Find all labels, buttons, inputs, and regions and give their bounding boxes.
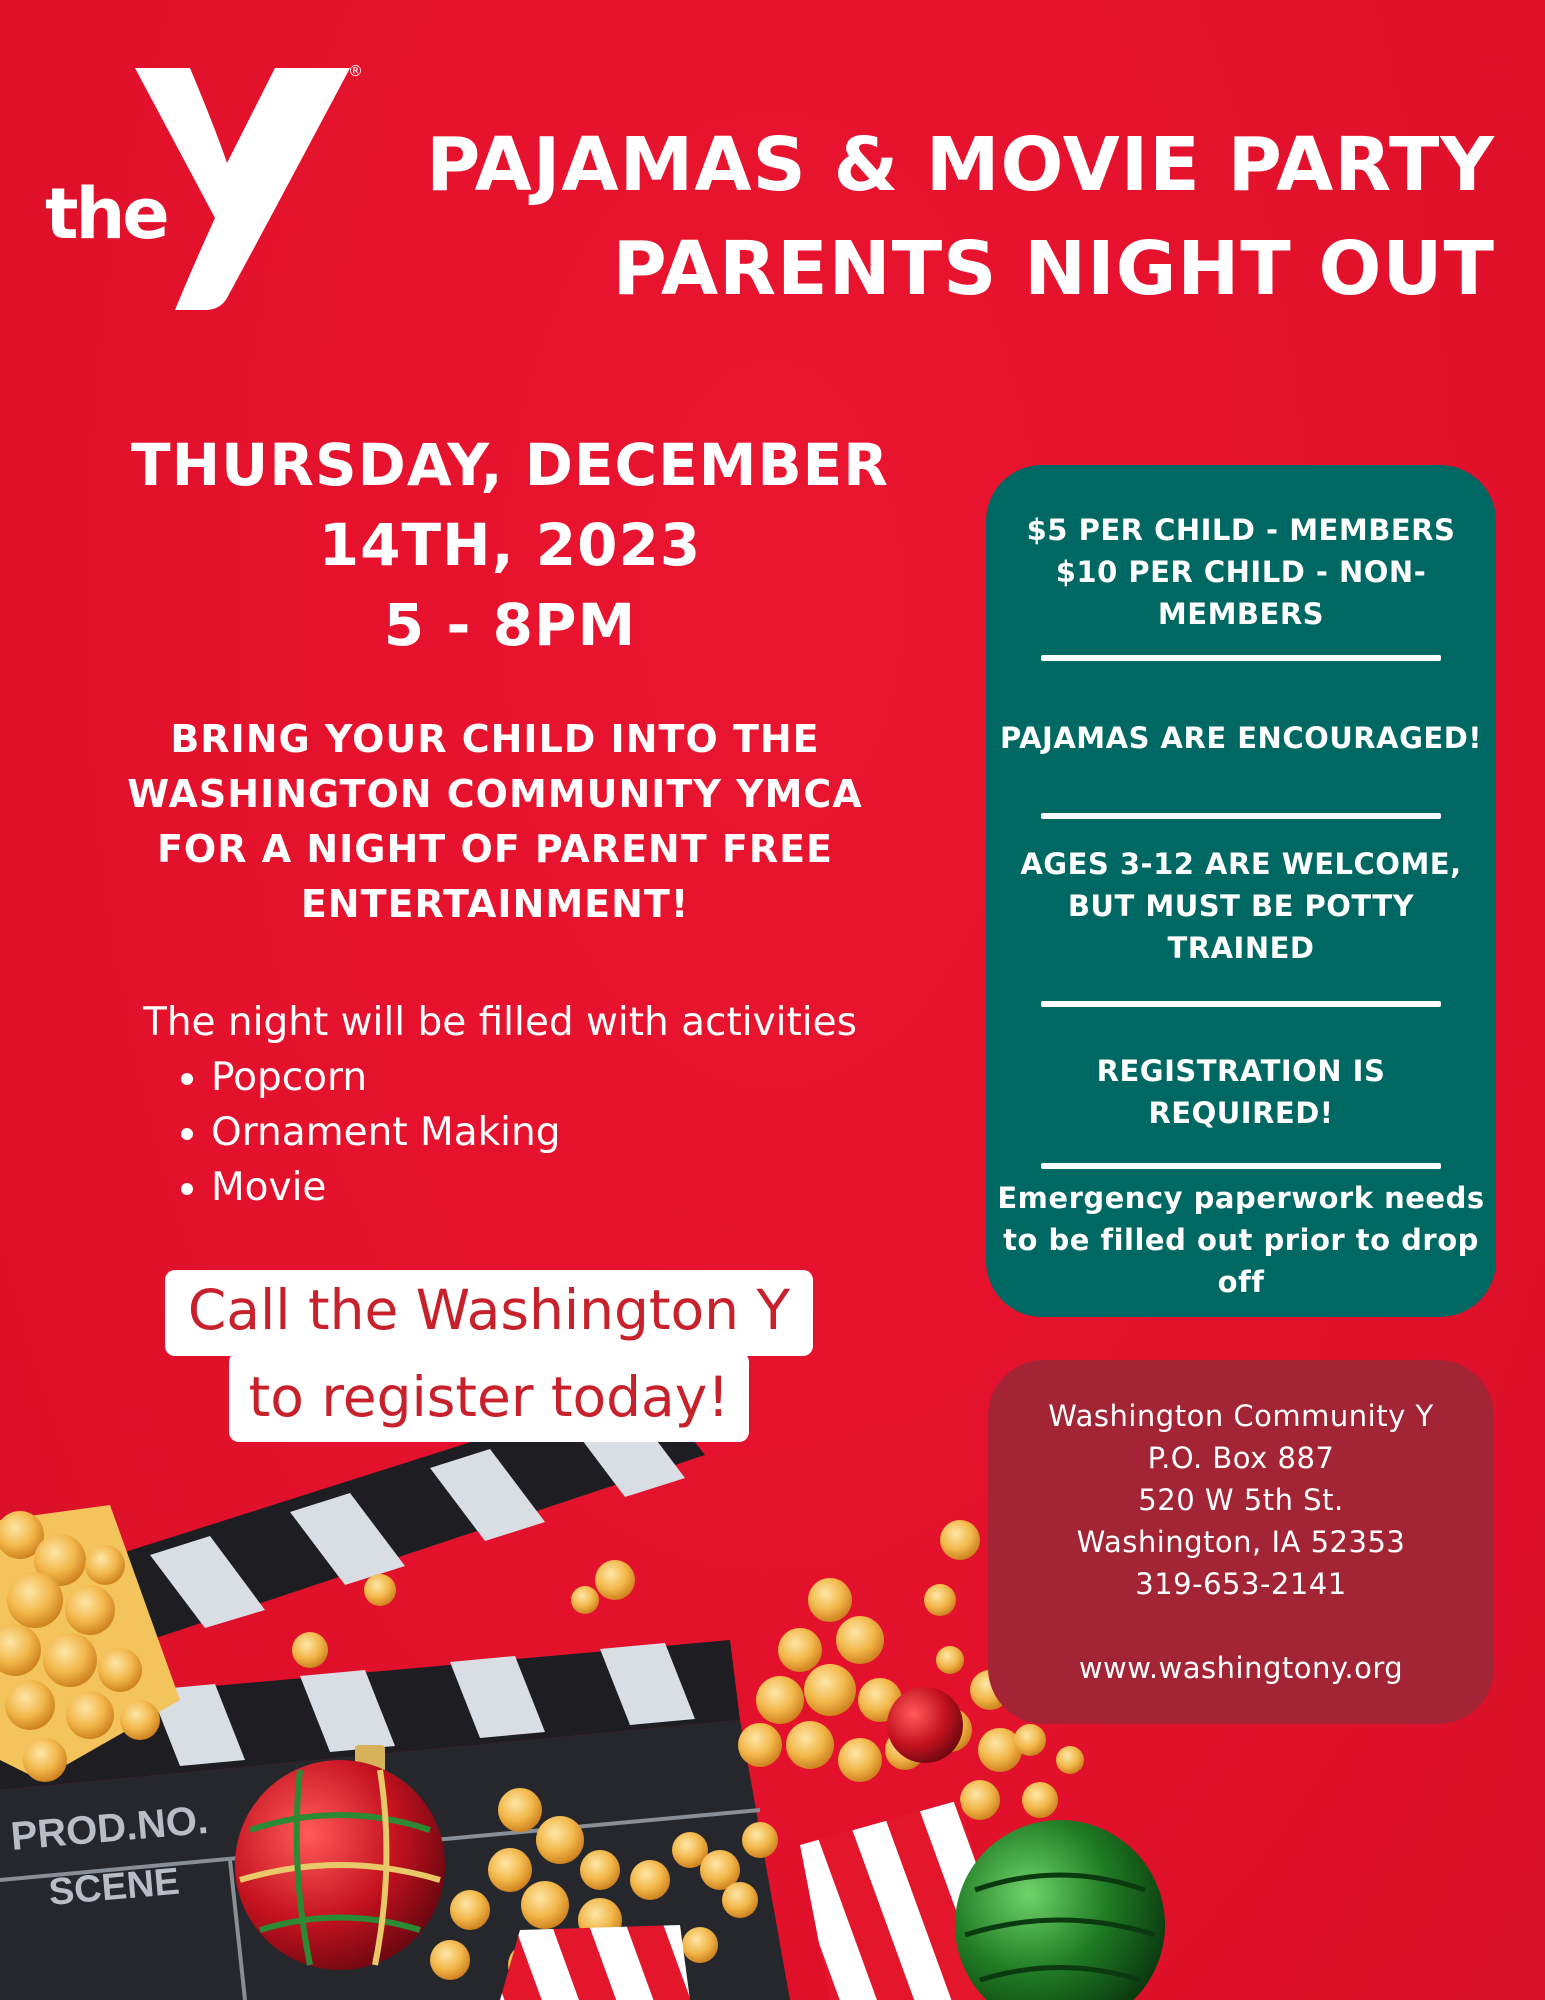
emergency-line: off [1217, 1265, 1265, 1299]
cta-line1: Call the Washington Y [165, 1270, 813, 1356]
org-name: Washington Community Y [1048, 1399, 1434, 1433]
registration-info [996, 1050, 1486, 1134]
activities-list [143, 1050, 857, 1215]
info-panel [986, 465, 1496, 1317]
divider [1041, 813, 1441, 819]
green-ornament [955, 1820, 1165, 2000]
activities-heading: The night will be filled with activities [143, 1000, 857, 1045]
website-link[interactable]: www.washingtony.org [1078, 1651, 1404, 1685]
small-red-ornament [887, 1687, 963, 1763]
phone-number: 319-653-2141 [1135, 1567, 1347, 1601]
event-date-time [90, 425, 930, 665]
divider [1041, 655, 1441, 661]
logo-the-text: the [45, 173, 167, 255]
cta-line2: to register today! [229, 1352, 749, 1442]
pajamas-line: PAJAMAS ARE ENCOURAGED! [1000, 721, 1482, 755]
price-line: MEMBERS [1157, 597, 1325, 631]
divider [1041, 1001, 1441, 1007]
emergency-info [996, 1177, 1486, 1303]
intro-line: FOR A NIGHT OF PARENT FREE [156, 827, 834, 871]
ages-line: AGES 3-12 ARE WELCOME, [1020, 847, 1462, 881]
intro-line: WASHINGTON COMMUNITY YMCA [127, 772, 863, 816]
po-box: P.O. Box 887 [1147, 1441, 1335, 1475]
clapper-label-scene: SCENE [47, 1860, 182, 1914]
ymca-y-mark [135, 58, 395, 318]
logo-ymca-text: YMCA [260, 209, 300, 275]
activities-section [143, 995, 857, 1215]
emergency-line: Emergency paperwork needs [997, 1181, 1485, 1215]
ages-line: BUT MUST BE POTTY [1067, 889, 1415, 923]
ages-line: TRAINED [1167, 931, 1315, 965]
list-item: • Ornament Making [211, 1105, 857, 1160]
logo-registered-mark: ® [348, 62, 363, 80]
registration-line: REGISTRATION IS [1096, 1054, 1386, 1088]
event-date-line1: THURSDAY, DECEMBER [131, 431, 889, 499]
list-item: • Movie [211, 1160, 857, 1215]
city-state-zip: Washington, IA 52353 [1076, 1525, 1406, 1559]
register-callout [165, 1270, 813, 1442]
page-title-line2: PARENTS NIGHT OUT [612, 226, 1495, 312]
registration-line: REQUIRED! [1148, 1096, 1334, 1130]
pajamas-info [996, 717, 1486, 759]
spacer [988, 1605, 1494, 1647]
clapper-label-prod: PROD.NO. [8, 1797, 210, 1859]
list-item: • Popcorn [211, 1050, 857, 1105]
intro-line: ENTERTAINMENT! [300, 882, 690, 926]
ymca-logo [40, 58, 380, 318]
event-time: 5 - 8PM [383, 591, 637, 659]
pricing-info [996, 509, 1486, 635]
street-address: 520 W 5th St. [1138, 1483, 1344, 1517]
page-title-line1: PAJAMAS & MOVIE PARTY [426, 122, 1495, 208]
event-intro [90, 712, 900, 932]
address-panel [988, 1360, 1494, 1724]
event-date-line2: 14TH, 2023 [318, 511, 702, 579]
price-line: $5 PER CHILD - MEMBERS [1026, 513, 1456, 547]
intro-line: BRING YOUR CHILD INTO THE [170, 717, 820, 761]
divider [1041, 1163, 1441, 1169]
emergency-line: to be filled out prior to drop [1003, 1223, 1479, 1257]
price-line: $10 PER CHILD - NON- [1055, 555, 1427, 589]
ages-info [996, 843, 1486, 969]
